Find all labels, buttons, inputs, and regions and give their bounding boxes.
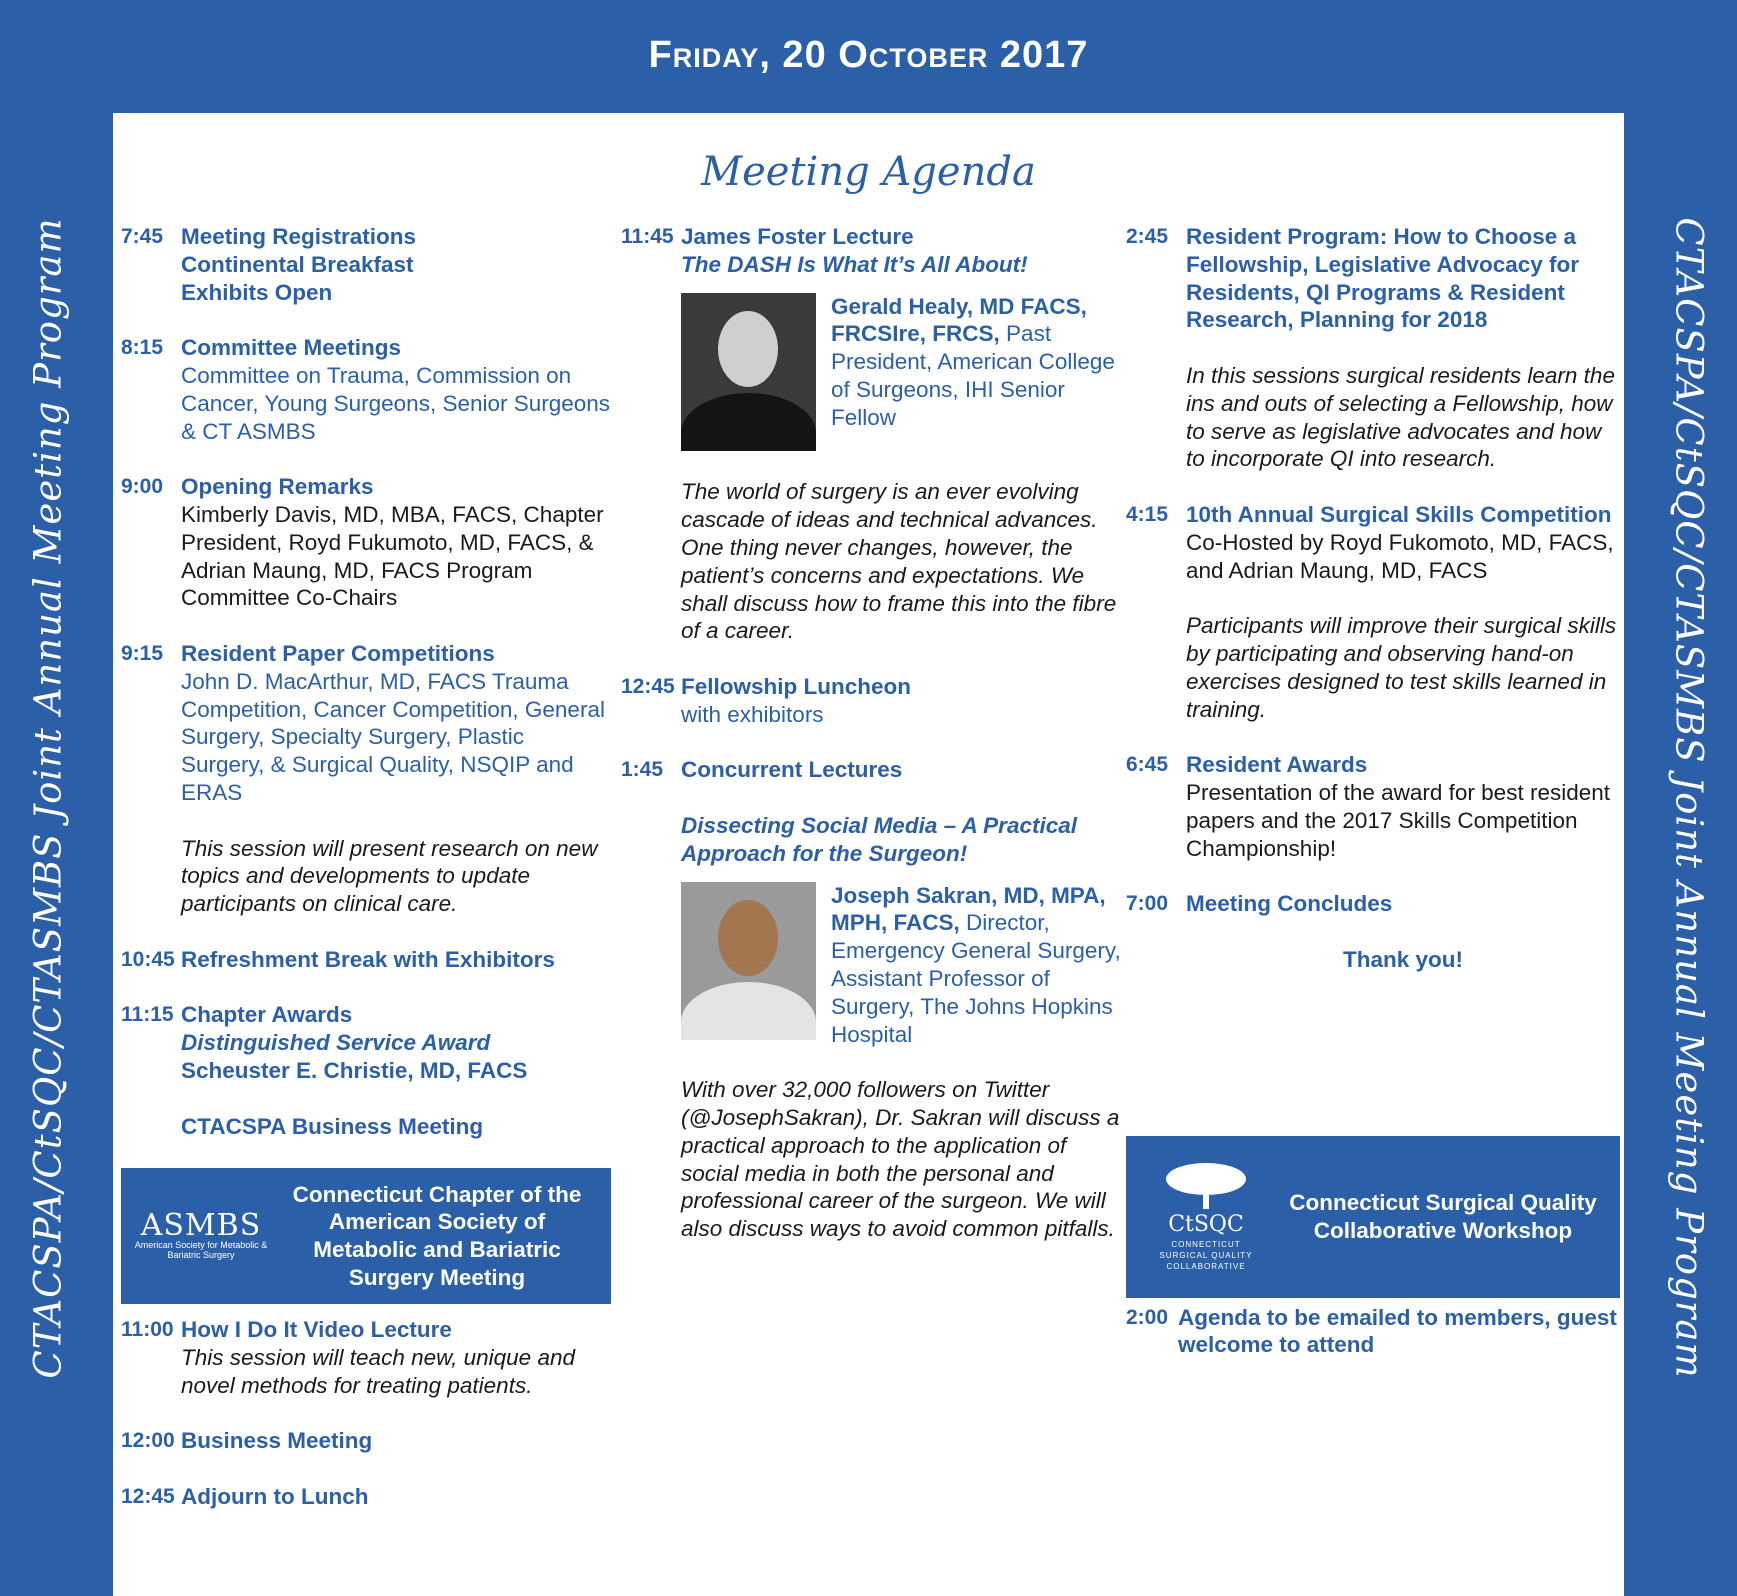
agenda-item: [121, 473, 611, 612]
agenda-item: [1126, 223, 1620, 473]
agenda-description: Participants will improve their surgical skills by participating and observing hand-on exercises designed to test skills learned in training.: [1186, 613, 1617, 722]
agenda-time: 9:15: [121, 641, 164, 665]
agenda-item: [121, 1316, 611, 1399]
agenda-body: Kimberly Davis, MD, MBA, FACS, Chapter President, Royd Fukumoto, MD, FACS, & Adrian Maung, MD, FACS Program Committee Co-Chairs: [181, 501, 604, 611]
agenda-heading: Exhibits Open: [181, 279, 333, 305]
asmbs-banner-text: Connecticut Chapter of the American Society of Metabolic and Bariatric Surgery Meeting: [292, 1181, 582, 1290]
agenda-heading: Chapter Awards: [181, 1002, 353, 1028]
csqc-banner-text: Connecticut Surgical Quality Collaborative Workshop: [1289, 1189, 1597, 1243]
speaker-photo: [681, 293, 816, 451]
speaker-role: Director, Emergency General Surgery, Assistant Professor of Surgery, The Johns Hopkins Hospital: [831, 910, 1121, 1047]
agenda-heading: How I Do It Video Lecture: [181, 1317, 452, 1343]
side-banner-left: CTACSPA/CtSQC/CTASMBS Joint Annual Meeting Program: [26, 217, 70, 1379]
agenda-heading: Adjourn to Lunch: [181, 1483, 369, 1509]
speaker-card: [681, 882, 1126, 1049]
agenda-column-3: [1126, 223, 1620, 1387]
agenda-item: [1126, 890, 1620, 918]
asmbs-banner: [121, 1168, 611, 1304]
agenda-time: 2:45: [1126, 225, 1169, 248]
agenda-heading: Resident Awards: [1186, 752, 1368, 778]
agenda-time: 12:45: [621, 674, 675, 698]
agenda-item: [121, 223, 611, 306]
agenda-description: This session will teach new, unique and novel methods for treating patients.: [181, 1344, 575, 1398]
csqc-banner: [1126, 1136, 1620, 1298]
agenda-title: Meeting Agenda: [701, 149, 1036, 195]
agenda-body: Co-Hosted by Royd Fukomoto, MD, FACS, and Adrian Maung, MD, FACS: [1186, 529, 1614, 583]
speaker-photo: [681, 882, 816, 1040]
agenda-item: [621, 223, 1126, 279]
business-meeting-heading: CTACSPA Business Meeting: [181, 1113, 484, 1139]
agenda-heading: Agenda to be emailed to members, guest welcome to attend: [1178, 1304, 1617, 1358]
agenda-item: [621, 673, 1126, 729]
agenda-panel: [113, 113, 1624, 1596]
agenda-body: Presentation of the award for best resident papers and the 2017 Skills Competition Championship!: [1186, 779, 1610, 861]
speaker-card: [681, 293, 1126, 451]
agenda-item: [121, 946, 611, 974]
agenda-heading: Resident Program: How to Choose a Fellowship, Legislative Advocacy for Residents, QI Programs & Resident Research, Planning for 2018: [1186, 224, 1580, 333]
agenda-column-1: [121, 223, 611, 1538]
csqc-logo: CtSQC CONNECTICUT SURGICAL QUALITY COLLABORATIVE: [1126, 1142, 1286, 1292]
agenda-item: [1126, 1304, 1620, 1360]
agenda-heading: Meeting Concludes: [1186, 891, 1393, 917]
asmbs-logo: ASMBS American Society for Metabolic & Bariatric Surgery: [134, 1208, 268, 1260]
agenda-heading: Committee Meetings: [181, 335, 402, 361]
speaker-role: Past President, American College of Surgeons, IHI Senior Fellow: [831, 321, 1115, 430]
agenda-heading: Refreshment Break with Exhibitors: [181, 946, 555, 972]
speaker-name: Gerald Healy, MD FACS, FRCSIre, FRCS,: [831, 293, 1087, 347]
agenda-column-2: [621, 223, 1126, 1243]
agenda-time: 1:45: [621, 758, 664, 782]
agenda-heading: James Foster Lecture: [681, 224, 914, 249]
agenda-body: John D. MacArthur, MD, FACS Trauma Competition, Cancer Competition, General Surgery, Specialty Surgery, Plastic Surgery, & Surgical Quality, NSQIP and ERAS: [181, 668, 605, 805]
agenda-heading: Opening Remarks: [181, 474, 374, 500]
agenda-item: [121, 334, 611, 445]
agenda-item: [121, 640, 611, 918]
agenda-heading: Business Meeting: [181, 1428, 373, 1454]
agenda-heading: Meeting Registrations: [181, 224, 417, 249]
page-header: Friday, 20 October 2017: [648, 34, 1089, 76]
agenda-description: The world of surgery is an ever evolving cascade of ideas and technical advances. One thing never changes, however, the patient’s concerns and expectations. We shall discuss how to frame this into the fibre of a career.: [681, 479, 1117, 644]
agenda-description: This session will present research on new topics and developments to update participants on clinical care.: [181, 835, 598, 917]
award-title: Distinguished Service Award: [181, 1030, 491, 1056]
lecture-title: The DASH Is What It’s All About!: [681, 251, 1028, 277]
agenda-item: [1126, 501, 1620, 723]
agenda-item: [121, 1001, 611, 1140]
agenda-description: In this sessions surgical residents learn the ins and outs of selecting a Fellowship, how to serve as legislative advocates and how to incorporate QI into research.: [1186, 362, 1615, 472]
agenda-heading: 10th Annual Surgical Skills Competition: [1186, 501, 1612, 527]
agenda-time: 7:45: [121, 225, 164, 248]
agenda-item: [621, 756, 1126, 867]
agenda-time: 12:00: [121, 1429, 175, 1453]
agenda-item: [121, 1427, 611, 1455]
agenda-time: 4:15: [1126, 502, 1169, 526]
agenda-body: with exhibitors: [681, 701, 824, 727]
agenda-heading: Fellowship Luncheon: [681, 673, 911, 699]
agenda-heading: Concurrent Lectures: [681, 757, 903, 783]
agenda-time: 11:15: [121, 1003, 174, 1027]
agenda-time: 6:45: [1126, 753, 1169, 777]
side-banner-right: CTACSPA/CtSQC/CTASMBS Joint Annual Meeting Program: [1667, 217, 1711, 1379]
speaker-name: Joseph Sakran, MD, MPA, MPH, FACS,: [831, 882, 1106, 936]
agenda-item: [121, 1483, 611, 1511]
agenda-heading: Resident Paper Competitions: [181, 640, 495, 666]
thank-you-text: Thank you!: [1342, 946, 1463, 972]
award-recipient: Scheuster E. Christie, MD, FACS: [181, 1057, 528, 1083]
agenda-time: 12:45: [121, 1484, 175, 1508]
agenda-time: 11:45: [621, 225, 674, 248]
agenda-time: 11:00: [121, 1318, 174, 1342]
agenda-body: Committee on Trauma, Commission on Cancer, Young Surgeons, Senior Surgeons & CT ASMBS: [181, 362, 611, 444]
tree-icon: [1161, 1161, 1251, 1211]
agenda-heading: Continental Breakfast: [181, 251, 414, 277]
agenda-time: 9:00: [121, 475, 164, 499]
agenda-time: 2:00: [1126, 1305, 1169, 1329]
agenda-item: [1126, 751, 1620, 862]
agenda-time: 10:45: [121, 947, 175, 971]
lecture-title: Dissecting Social Media – A Practical Approach for the Surgeon!: [681, 812, 1077, 866]
agenda-time: 7:00: [1126, 892, 1169, 916]
agenda-time: 8:15: [121, 336, 164, 360]
agenda-description: With over 32,000 followers on Twitter (@JosephSakran), Dr. Sakran will discuss a practical approach to the application of social media in both the personal and professional career of the surgeon. We will also discuss ways to avoid common pitfalls.: [681, 1077, 1120, 1242]
